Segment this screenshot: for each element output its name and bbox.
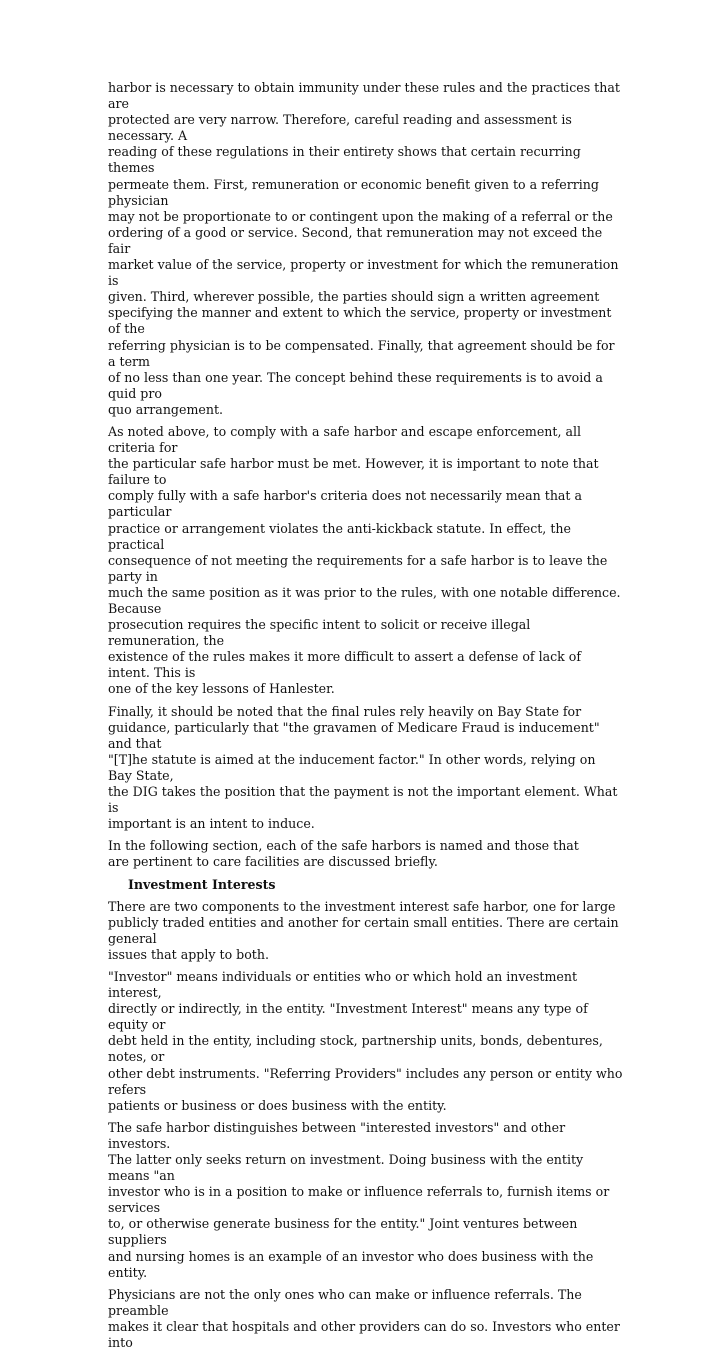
paragraph-2: As noted above, to comply with a safe harbor and escape enforcement, all criteria for the particular safe harbor must be met. However, it is important to note that failure to comply fully with a safe harbor's criteria does not necessarily mean that a particular practice or arrangement violates the anti-kickback statute. In effect, the practical consequence of not meeting the requirements for a safe harbor is to leave the party in much the same position as it was prior to the rules, with one notable difference. Because prosecution requires the specific intent to solicit or receive illegal remuneration, the existence of the rules makes it more difficult to assert a defense of lack of intent. This is one of the key lessons of Hanlester. [108,423,621,697]
document-body [108,80,623,1357]
paragraph-1: harbor is necessary to obtain immunity under these rules and the practices that are protected are very narrow. Therefore, careful reading and assessment is necessary. A reading of these regulations in their entirety shows that certain recurring themes permeate them. First, remuneration or economic benefit given to a referring physician may not be proportionate to or contingent upon the making of a referral or the ordering of a good or service. Second, that remuneration may not exceed the fair market value of the service, property or investment for which the remuneration is given. Third, wherever possible, the parties should sign a written agreement specifying the manner and extent to which the service, property or investment of the referring physician is to be compensated. Finally, that agreement should be for a term of no less than one year. The concept behind these requirements is to avoid a quid pro quo arrangement. [108,80,620,417]
paragraph-5: There are two components to the investment interest safe harbor, one for large publicly traded entities and another for certain small entities. There are certain general issues that apply to both. [108,898,619,962]
section-heading: Investment Interests [128,876,276,892]
paragraph-7: The safe harbor distinguishes between "interested investors" and other investors. The latter only seeks return on investment. Doing business with the entity means "an investor who is in a position to make or influence referrals to, furnish items or services to, or otherwise generate business for the entity." Joint ventures between suppliers and nursing homes is an example of an investor who does business with the entity. [108,1119,610,1280]
paragraph-4: In the following section, each of the safe harbors is named and those that are pertinent to care facilities are discussed briefly. [108,838,579,870]
paragraph-6: "Investor" means individuals or entities who or which hold an investment interest, directly or indirectly, in the entity. "Investment Interest" means any type of equity or debt held in the entity, including stock, partnership units, bonds, debentures, notes, or other debt instruments. "Referring Providers" includes any person or entity who refers patients or business or does business with the entity. [108,968,623,1113]
paragraph-3: Finally, it should be noted that the final rules rely heavily on Bay State for guidance, particularly that "the gravamen of Medicare Fraud is inducement" and that "[T]he statute is aimed at the inducement factor." In other words, relying on Bay State, the DIG takes the position that the payment is not the important element. What is important is an intent to induce. [108,703,618,832]
paragraph-8: Physicians are not the only ones who can make or influence referrals. The preamble makes it clear that hospitals and other providers can do so. Investors who enter into [108,1286,620,1351]
